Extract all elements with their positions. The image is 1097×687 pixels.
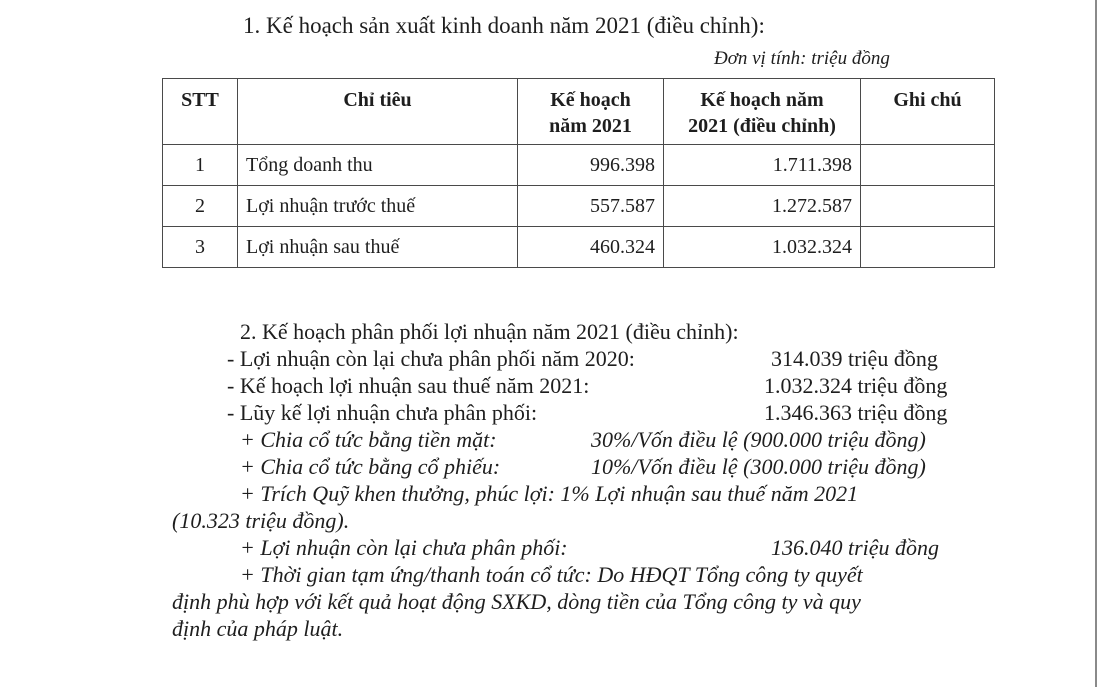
cell-plan-2021: 996.398: [518, 145, 664, 186]
retained-value: 136.040 triệu đồng: [771, 535, 940, 560]
retained-label: + Lợi nhuận còn lại chưa phân phối:: [240, 535, 568, 560]
table-row: [163, 227, 995, 268]
cell-indicator: Tổng doanh thu: [238, 145, 518, 186]
cash-dividend-value: 30%/Vốn điều lệ (900.000 triệu đồng): [591, 427, 926, 452]
stock-dividend-value: 10%/Vốn điều lệ (300.000 triệu đồng): [591, 454, 926, 479]
item-value-plan-after-tax-2021: 1.032.324 triệu đồng: [764, 373, 948, 398]
stock-dividend-label: + Chia cổ tức bằng cổ phiếu:: [240, 454, 501, 479]
cell-stt: 2: [163, 186, 238, 227]
header-plan-2021: Kế hoạch năm 2021: [518, 79, 664, 145]
table-row: [163, 145, 995, 186]
unit-note: Đơn vị tính: triệu đồng: [714, 48, 890, 69]
cell-indicator: Lợi nhuận sau thuế: [238, 227, 518, 268]
payment-time-line2: định phù hợp với kết quả hoạt động SXKD, dòng tiền của Tổng công ty và quy: [172, 589, 861, 614]
cell-plan-2021: 557.587: [518, 186, 664, 227]
cell-note: [861, 145, 995, 186]
business-plan-table: [162, 78, 995, 268]
cell-stt: 3: [163, 227, 238, 268]
cash-dividend-label: + Chia cổ tức bằng tiền mặt:: [240, 427, 497, 452]
item-label-retained-2020: - Lợi nhuận còn lại chưa phân phối năm 2020:: [227, 346, 635, 371]
cell-plan-adjusted: 1.272.587: [664, 186, 861, 227]
header-note: Ghi chú: [861, 79, 995, 145]
payment-time-line1: + Thời gian tạm ứng/thanh toán cổ tức: Do HĐQT Tổng công ty quyết: [240, 562, 863, 587]
header-plan-adjusted: Kế hoạch năm 2021 (điều chỉnh): [664, 79, 861, 145]
header-stt: STT: [163, 79, 238, 145]
reward-fund-line2: (10.323 triệu đồng).: [172, 508, 350, 533]
cell-stt: 1: [163, 145, 238, 186]
table-row: [163, 186, 995, 227]
cell-plan-adjusted: 1.711.398: [664, 145, 861, 186]
table-header-row: [163, 79, 995, 145]
cell-note: [861, 227, 995, 268]
item-value-accumulated: 1.346.363 triệu đồng: [764, 400, 948, 425]
cell-indicator: Lợi nhuận trước thuế: [238, 186, 518, 227]
section1-heading: 1. Kế hoạch sản xuất kinh doanh năm 2021 (điều chỉnh):: [243, 13, 765, 38]
reward-fund-line1: + Trích Quỹ khen thưởng, phúc lợi: 1% Lợi nhuận sau thuế năm 2021: [240, 481, 859, 506]
header-indicator: Chỉ tiêu: [238, 79, 518, 145]
cell-plan-2021: 460.324: [518, 227, 664, 268]
cell-note: [861, 186, 995, 227]
payment-time-line3: định của pháp luật.: [172, 616, 344, 641]
cell-plan-adjusted: 1.032.324: [664, 227, 861, 268]
item-label-plan-after-tax-2021: - Kế hoạch lợi nhuận sau thuế năm 2021:: [227, 373, 590, 398]
item-value-retained-2020: 314.039 triệu đồng: [771, 346, 938, 371]
section2-heading: 2. Kế hoạch phân phối lợi nhuận năm 2021 (điều chỉnh):: [240, 319, 739, 344]
item-label-accumulated: - Lũy kế lợi nhuận chưa phân phối:: [227, 400, 538, 425]
